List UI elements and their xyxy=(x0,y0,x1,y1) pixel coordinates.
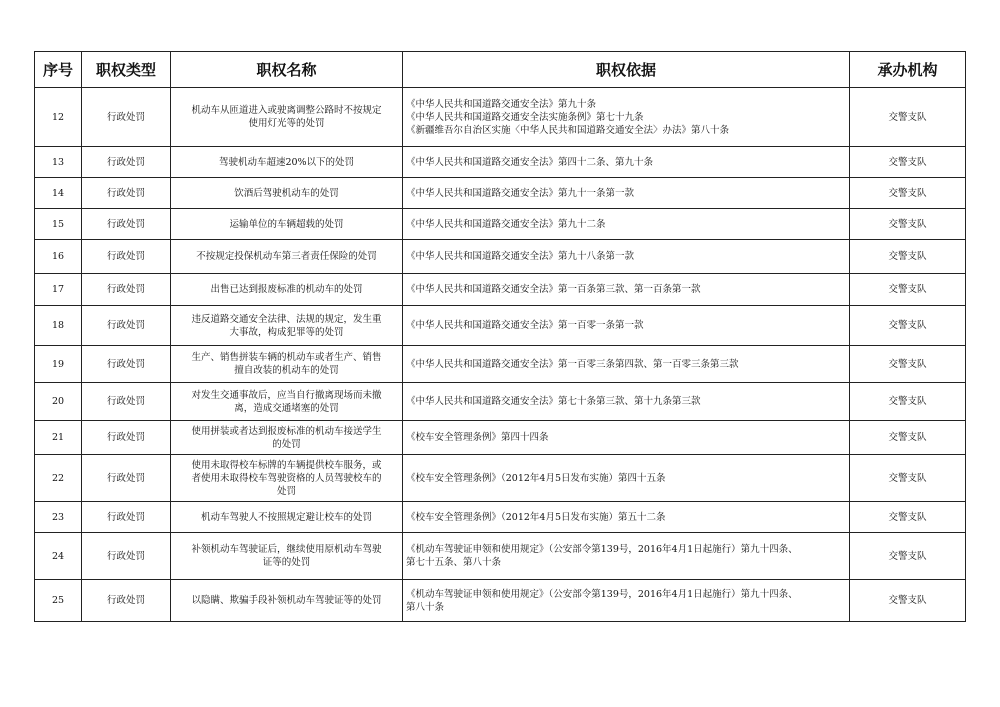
cell-basis xyxy=(403,421,850,455)
cell-type: 行政处罚 xyxy=(82,178,171,209)
authority-table xyxy=(34,51,966,622)
cell-name xyxy=(171,383,403,421)
cell-type: 行政处罚 xyxy=(82,455,171,502)
cell-basis xyxy=(403,178,850,209)
cell-name-line: 大事故，构成犯罪等的处罚 xyxy=(229,326,344,338)
cell-no: 25 xyxy=(35,580,82,622)
cell-no: 12 xyxy=(35,88,82,147)
table-row xyxy=(35,178,966,209)
cell-no: 14 xyxy=(35,178,82,209)
cell-name xyxy=(171,88,403,147)
cell-no: 21 xyxy=(35,421,82,455)
cell-type: 行政处罚 xyxy=(82,88,171,147)
cell-basis-line: 《中华人民共和国道路交通安全法》第九十八条第一款 xyxy=(406,251,635,262)
cell-basis xyxy=(403,383,850,421)
cell-basis-line: 《中华人民共和国道路交通安全法》第九十条 xyxy=(406,98,597,110)
cell-basis-line: 《中华人民共和国道路交通安全法》第一百条第三款、第一百条第一款 xyxy=(406,284,701,295)
cell-type: 行政处罚 xyxy=(82,240,171,274)
cell-name xyxy=(171,346,403,383)
table-body xyxy=(35,88,966,622)
cell-org: 交警支队 xyxy=(850,502,966,533)
table-row xyxy=(35,502,966,533)
cell-name-line: 运输单位的车辆超载的处罚 xyxy=(229,218,344,230)
cell-name-line: 处罚 xyxy=(276,485,296,497)
cell-basis-line: 《机动车驾驶证申领和使用规定》（公安部令第139号，2016年4月1日起施行）第九十四条、 xyxy=(406,588,798,600)
cell-name-line: 补领机动车驾驶证后，继续使用原机动车驾驶 xyxy=(191,544,382,555)
cell-basis xyxy=(403,88,850,147)
table-row xyxy=(35,88,966,147)
cell-type: 行政处罚 xyxy=(82,580,171,622)
cell-name-line: 生产、销售拼装车辆的机动车或者生产、销售 xyxy=(191,352,382,363)
table-row xyxy=(35,421,966,455)
header-type: 职权类型 xyxy=(82,52,171,88)
cell-name xyxy=(171,178,403,209)
cell-org: 交警支队 xyxy=(850,533,966,580)
header-basis: 职权依据 xyxy=(403,52,850,88)
cell-name xyxy=(171,580,403,622)
cell-name xyxy=(171,455,403,502)
cell-type: 行政处罚 xyxy=(82,533,171,580)
cell-org: 交警支队 xyxy=(850,88,966,147)
table-row xyxy=(35,580,966,622)
cell-org: 交警支队 xyxy=(850,580,966,622)
cell-type: 行政处罚 xyxy=(82,383,171,421)
cell-name-line: 饮酒后驾驶机动车的处罚 xyxy=(234,187,339,199)
cell-basis-line: 《中华人民共和国道路交通安全法》第四十二条、第九十条 xyxy=(406,156,654,168)
cell-name-line: 使用灯光等的处罚 xyxy=(248,118,325,129)
cell-name xyxy=(171,147,403,178)
cell-name xyxy=(171,274,403,306)
table-row xyxy=(35,240,966,274)
cell-name-line: 以隐瞒、欺骗手段补领机动车驾驶证等的处罚 xyxy=(191,595,382,606)
cell-no: 18 xyxy=(35,306,82,346)
cell-basis-line: 《中华人民共和国道路交通安全法》第七十条第三款、第十九条第三款 xyxy=(406,396,701,407)
table-row xyxy=(35,533,966,580)
cell-name xyxy=(171,240,403,274)
cell-name-line: 离，造成交通堵塞的处罚 xyxy=(234,402,339,414)
header-no: 序号 xyxy=(35,52,82,88)
cell-name-line: 的处罚 xyxy=(272,438,301,450)
table-row xyxy=(35,274,966,306)
cell-name xyxy=(171,421,403,455)
cell-no: 16 xyxy=(35,240,82,274)
header-org: 承办机构 xyxy=(850,52,966,88)
table-row xyxy=(35,306,966,346)
table-row xyxy=(35,147,966,178)
cell-basis-line: 第八十条 xyxy=(406,601,445,613)
cell-basis xyxy=(403,240,850,274)
cell-basis xyxy=(403,455,850,502)
cell-org: 交警支队 xyxy=(850,178,966,209)
cell-type: 行政处罚 xyxy=(82,346,171,383)
cell-no: 20 xyxy=(35,383,82,421)
cell-org: 交警支队 xyxy=(850,306,966,346)
cell-no: 13 xyxy=(35,147,82,178)
cell-name xyxy=(171,306,403,346)
cell-basis-line: 《中华人民共和国道路交通安全法》第九十二条 xyxy=(406,218,606,230)
cell-basis xyxy=(403,346,850,383)
cell-name-line: 不按规定投保机动车第三者责任保险的处罚 xyxy=(196,251,377,262)
cell-name-line: 者使用未取得校车驾驶资格的人员驾驶校车的 xyxy=(191,472,382,484)
cell-org: 交警支队 xyxy=(850,421,966,455)
cell-basis xyxy=(403,580,850,622)
cell-basis-line: 《校车安全管理条例》（2012年4月5日发布实施）第四十五条 xyxy=(406,472,666,484)
cell-name xyxy=(171,502,403,533)
header-name: 职权名称 xyxy=(171,52,403,88)
cell-type: 行政处罚 xyxy=(82,147,171,178)
cell-type: 行政处罚 xyxy=(82,209,171,240)
table-row xyxy=(35,455,966,502)
cell-name-line: 使用拼装或者达到报废标准的机动车接送学生 xyxy=(191,425,382,437)
cell-no: 15 xyxy=(35,209,82,240)
cell-name-line: 证等的处罚 xyxy=(262,557,311,568)
table-row xyxy=(35,209,966,240)
cell-no: 17 xyxy=(35,274,82,306)
cell-name xyxy=(171,209,403,240)
cell-org: 交警支队 xyxy=(850,147,966,178)
cell-org: 交警支队 xyxy=(850,383,966,421)
cell-basis xyxy=(403,209,850,240)
cell-basis-line: 《校车安全管理条例》第四十四条 xyxy=(406,432,549,443)
cell-no: 24 xyxy=(35,533,82,580)
cell-name-line: 擅自改装的机动车的处罚 xyxy=(234,365,339,376)
cell-name-line: 出售已达到报废标准的机动车的处罚 xyxy=(210,284,363,295)
cell-name-line: 使用未取得校车标牌的车辆提供校车服务，或 xyxy=(191,459,382,471)
cell-type: 行政处罚 xyxy=(82,306,171,346)
cell-basis-line: 《新疆维吾尔自治区实施〈中华人民共和国道路交通安全法〉办法》第八十条 xyxy=(406,124,730,136)
cell-type: 行政处罚 xyxy=(82,274,171,306)
cell-org: 交警支队 xyxy=(850,346,966,383)
cell-name xyxy=(171,533,403,580)
cell-org: 交警支队 xyxy=(850,455,966,502)
header-row xyxy=(35,52,966,88)
cell-name-line: 驾驶机动车超速20%以下的处罚 xyxy=(218,156,355,168)
cell-name-line: 对发生交通事故后，应当自行撤离现场而未撤 xyxy=(191,389,382,401)
cell-type: 行政处罚 xyxy=(82,502,171,533)
cell-name-line: 机动车从匝道进入或驶离调整公路时不按规定 xyxy=(191,105,382,116)
cell-no: 23 xyxy=(35,502,82,533)
cell-basis-line: 第七十五条、第八十条 xyxy=(406,557,502,568)
cell-type: 行政处罚 xyxy=(82,421,171,455)
cell-basis-line: 《中华人民共和国道路交通安全法》第九十一条第一款 xyxy=(406,187,635,199)
cell-org: 交警支队 xyxy=(850,240,966,274)
cell-basis xyxy=(403,274,850,306)
cell-basis xyxy=(403,533,850,580)
cell-name-line: 机动车驾驶人不按照规定避让校车的处罚 xyxy=(200,511,372,523)
table-row xyxy=(35,346,966,383)
cell-org: 交警支队 xyxy=(850,209,966,240)
cell-basis-line: 《中华人民共和国道路交通安全法》第一百零三条第四款、第一百零三条第三款 xyxy=(406,358,739,370)
cell-basis xyxy=(403,306,850,346)
cell-no: 19 xyxy=(35,346,82,383)
cell-basis xyxy=(403,147,850,178)
cell-org: 交警支队 xyxy=(850,274,966,306)
cell-basis xyxy=(403,502,850,533)
cell-basis-line: 《中华人民共和国道路交通安全法实施条例》第七十九条 xyxy=(406,111,644,123)
cell-basis-line: 《机动车驾驶证申领和使用规定》（公安部令第139号，2016年4月1日起施行）第九十四条、 xyxy=(406,544,798,555)
table-row xyxy=(35,383,966,421)
cell-no: 22 xyxy=(35,455,82,502)
cell-basis-line: 《中华人民共和国道路交通安全法》第一百零一条第一款 xyxy=(406,320,644,331)
cell-basis-line: 《校车安全管理条例》（2012年4月5日发布实施）第五十二条 xyxy=(406,511,666,523)
cell-name-line: 违反道路交通安全法律、法规的规定，发生重 xyxy=(191,313,382,325)
